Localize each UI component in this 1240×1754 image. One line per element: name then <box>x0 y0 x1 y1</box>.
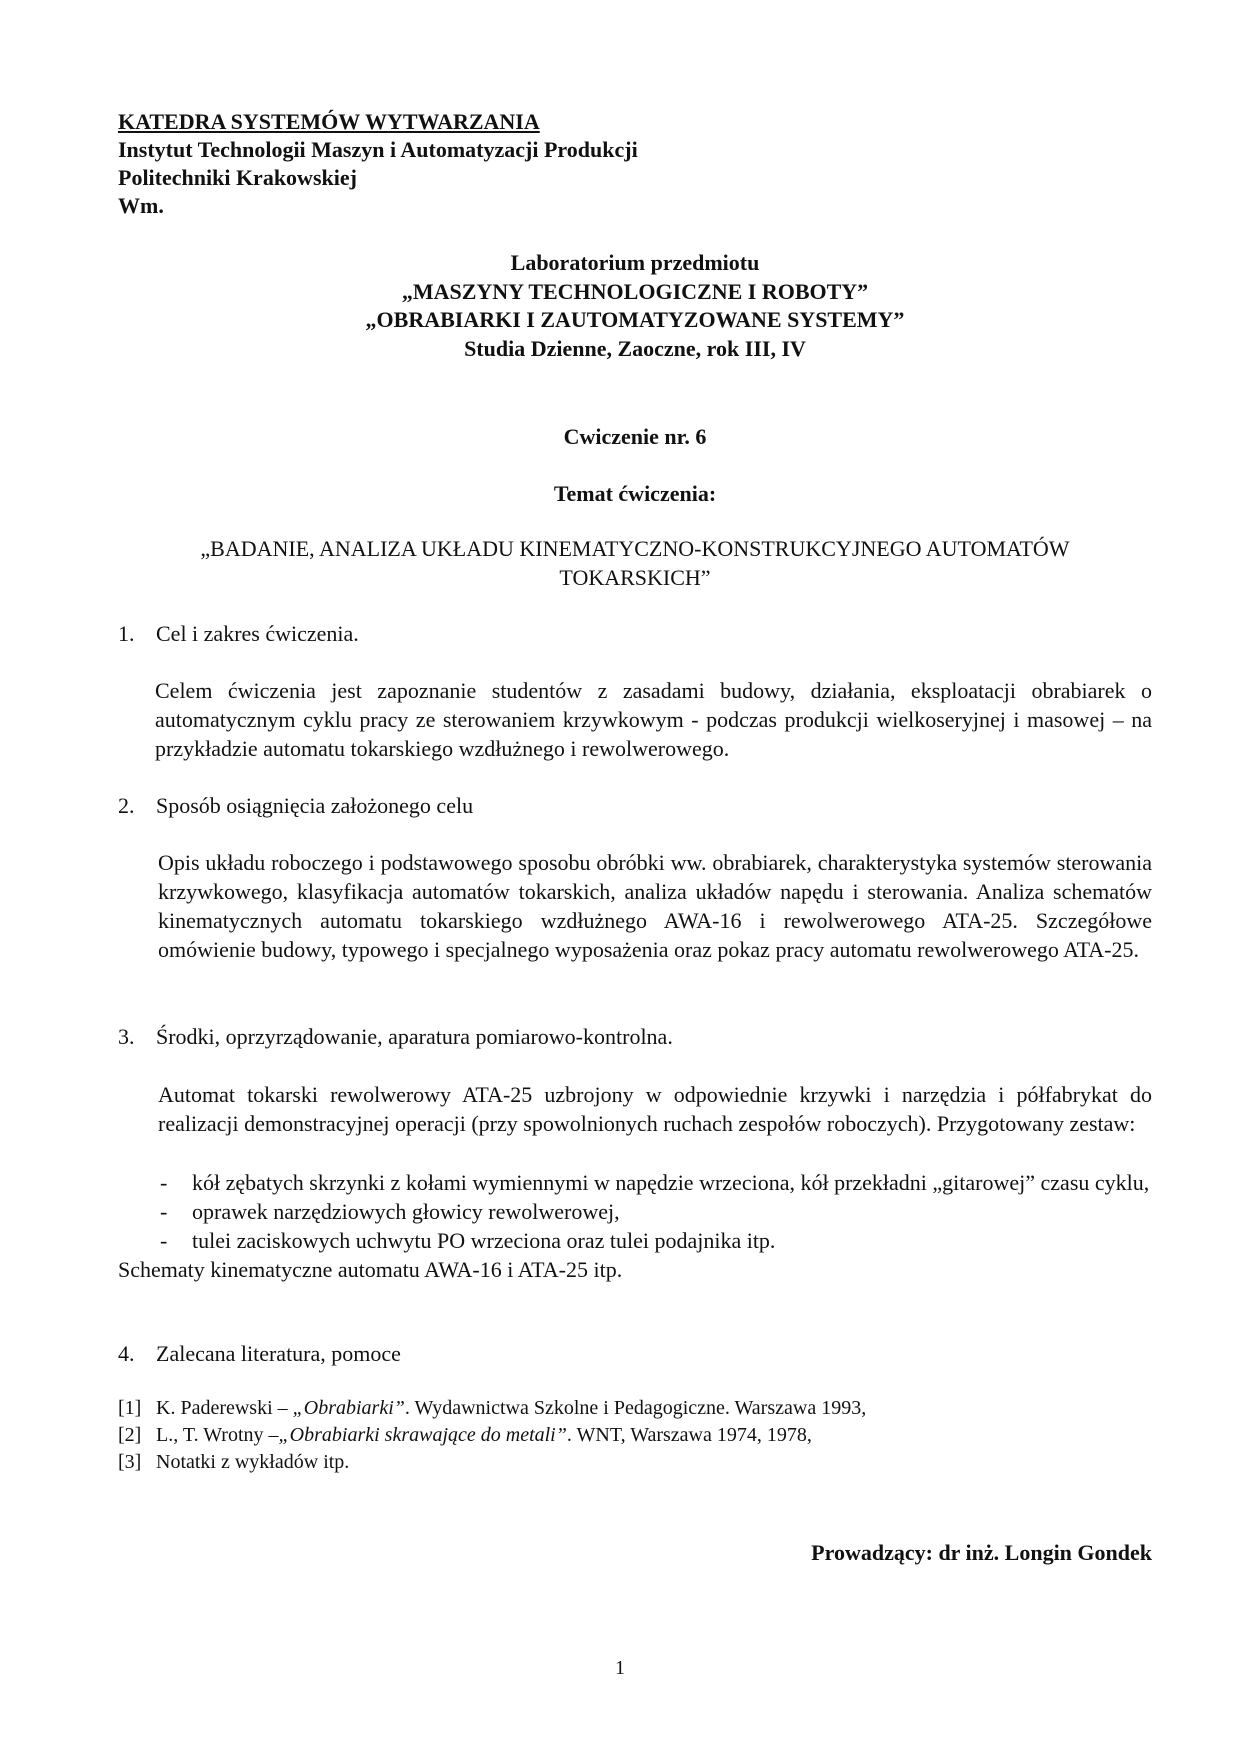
university-name: Politechniki Krakowskiej <box>118 165 357 190</box>
equipment-list <box>118 1168 1152 1284</box>
section-3-heading <box>118 1023 673 1051</box>
section-1-heading <box>118 620 359 648</box>
reference-title: „Obrabiarki” <box>292 1397 405 1419</box>
page-number: 1 <box>615 1657 625 1679</box>
paragraph-text: Celem ćwiczenia jest zapoznanie studentów z zasadami budowy, działania, eksploatacji obrabiarek o automatycznym cyklu pracy ze sterowaniem krzywkowym - podczas produkcji wielkoseryjnej i masowej – na przykładzie automatu tokarskiego wzdłużnego i rewolwerowego. <box>155 678 1152 761</box>
reference-publisher: . WNT, Warszawa 1974, 1978, <box>566 1424 812 1446</box>
section-title: Sposób osiągnięcia założonego celu <box>156 793 474 818</box>
topic-title <box>118 535 1152 592</box>
institution-header <box>118 108 638 220</box>
reference-publisher: . Wydawnictwa Szkolne i Pedagogiczne. Warszawa 1993, <box>404 1397 867 1419</box>
course-title-line4: Studia Dzienne, Zaoczne, rok III, IV <box>464 335 806 361</box>
section-number: 3. <box>118 1024 135 1049</box>
paragraph-text: Automat tokarski rewolwerowy ATA-25 uzbrojony w odpowiednie krzywki i narzędzia i półfabrykat do realizacji demonstracyjnej operacji (przy spowolnionych ruchach zespołów roboczych). Przygotowany zestaw: <box>158 1082 1152 1136</box>
list-item-text: tulei zaciskowych uchwytu PO wrzeciona oraz tulei podajnika itp. <box>192 1228 776 1253</box>
reference-item <box>118 1449 866 1476</box>
course-title-line3: „OBRABIARKI I ZAUTOMATYZOWANE SYSTEMY” <box>365 307 905 332</box>
references-list <box>118 1395 866 1476</box>
exercise-number: Cwiczenie nr. 6 <box>563 424 707 449</box>
reference-number: [3] <box>118 1451 142 1473</box>
reference-title: „Obrabiarki skrawające do metali” <box>278 1424 567 1446</box>
department-name: KATEDRA SYSTEMÓW WYTWARZANIA <box>118 109 540 134</box>
list-item: - tulei zaciskowych uchwytu PO wrzeciona oraz tulei podajnika itp. <box>118 1226 1152 1255</box>
section-2-heading <box>118 792 473 820</box>
reference-item <box>118 1422 866 1449</box>
section-4-heading <box>118 1340 401 1368</box>
section-1-paragraph <box>118 676 1152 763</box>
topic-title-line2: TOKARSKICH” <box>559 564 711 590</box>
list-item: - oprawek narzędziowych głowicy rewolwerowej, <box>118 1197 1152 1226</box>
section-number: 4. <box>118 1341 135 1366</box>
addressee: Wm. <box>118 193 164 218</box>
topic-title-line1: „BADANIE, ANALIZA UKŁADU KINEMATYCZNO-KONSTRUKCYJNEGO AUTOMATÓW <box>200 536 1070 561</box>
topic-label: Temat ćwiczenia: <box>553 481 717 506</box>
section-number: 1. <box>118 621 135 646</box>
after-list-text: Schematy kinematyczne automatu AWA-16 i ATA-25 itp. <box>118 1257 623 1282</box>
list-item-text: kół zębatych skrzynki z kołami wymiennymi w napędzie wrzeciona, kół przekładni „gitarowej” czasu cyklu, <box>192 1170 1150 1195</box>
reference-author: K. Paderewski – <box>156 1397 293 1419</box>
course-title-block <box>118 249 1152 363</box>
course-title-line2: „MASZYNY TECHNOLOGICZNE I ROBOTY” <box>401 278 869 304</box>
reference-author: L., T. Wrotny – <box>156 1424 279 1446</box>
course-title-line1: Laboratorium przedmiotu <box>510 250 760 275</box>
reference-text: Notatki z wykładów itp. <box>156 1451 350 1473</box>
reference-number: [2] <box>118 1424 142 1446</box>
list-item-text: oprawek narzędziowych głowicy rewolwerowej, <box>192 1199 620 1224</box>
section-3-paragraph <box>118 1080 1152 1138</box>
list-item: - kół zębatych skrzynki z kołami wymiennymi w napędzie wrzeciona, kół przekładni „gitarowej” czasu cyklu, <box>118 1168 1152 1197</box>
section-number: 2. <box>118 793 135 818</box>
section-2-paragraph <box>118 848 1152 964</box>
paragraph-text: Opis układu roboczego i podstawowego sposobu obróbki ww. obrabiarek, charakterystyka systemów sterowania krzywkowego, klasyfikacja automatów tokarskich, analiza układów napędu i sterowania. Analiza schematów kinematycznych automatu tokarskiego wzdłużnego AWA-16 i rewolwerowego ATA-25. Szczegółowe omówienie budowy, typowego i specjalnego wyposażenia oraz pokaz pracy automatu rewolwerowego ATA-25. <box>158 850 1152 962</box>
section-title: Zalecana literatura, pomoce <box>156 1341 401 1366</box>
section-title: Cel i zakres ćwiczenia. <box>156 621 359 646</box>
instructor-signature: Prowadzący: dr inż. Longin Gondek <box>811 1540 1152 1565</box>
institute-name: Instytut Technologii Maszyn i Automatyzacji Produkcji <box>118 137 638 162</box>
reference-item <box>118 1395 866 1422</box>
section-title: Środki, oprzyrządowanie, aparatura pomiarowo-kontrolna. <box>156 1024 673 1049</box>
reference-number: [1] <box>118 1397 142 1419</box>
